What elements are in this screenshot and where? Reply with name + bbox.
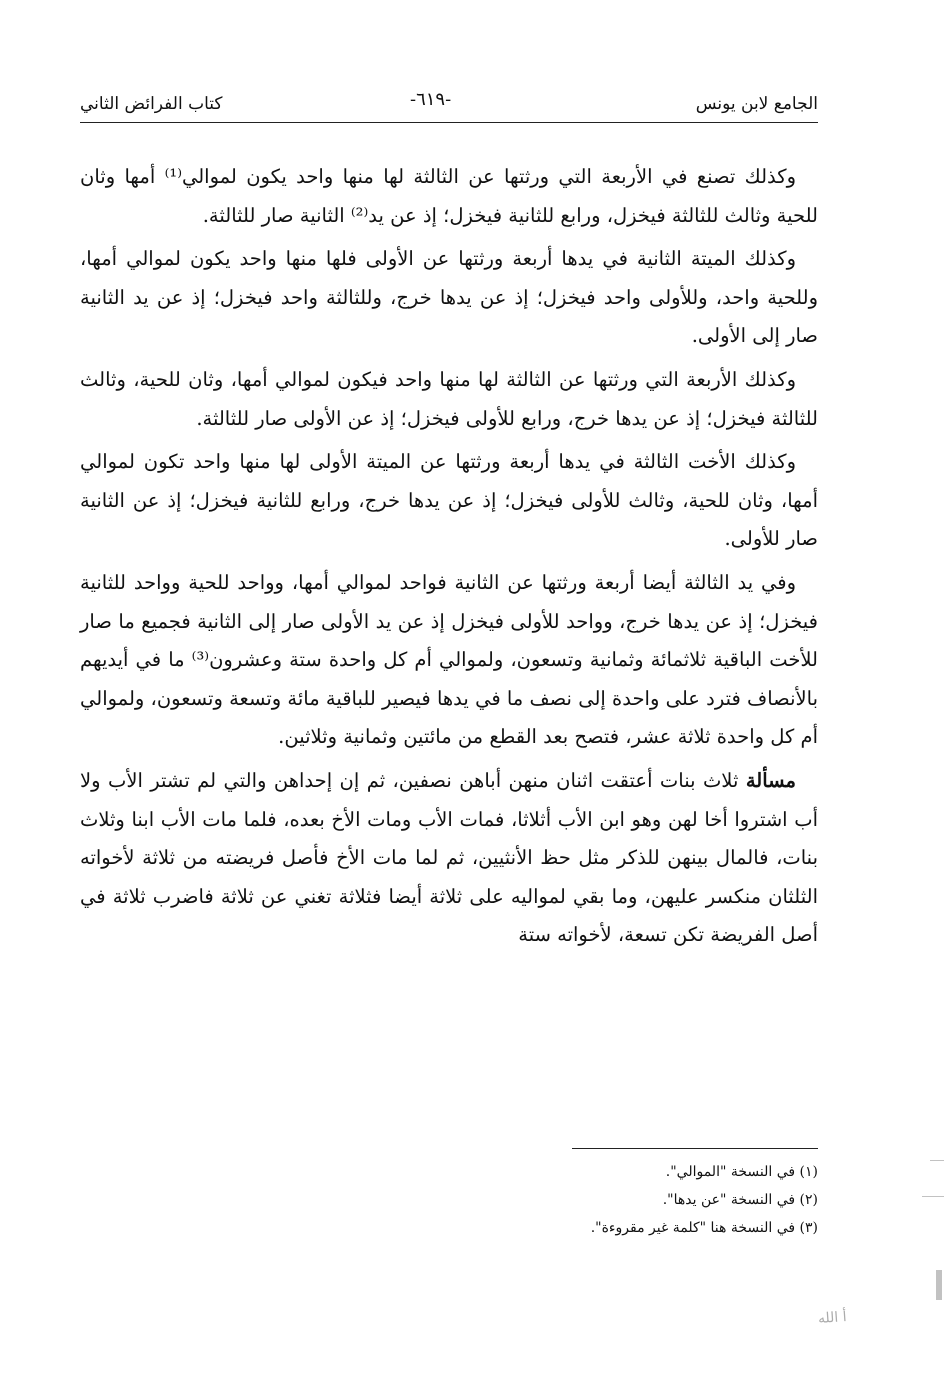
footnote-rule [572, 1148, 818, 1149]
scan-mark [922, 1196, 944, 1197]
main-text [80, 158, 818, 960]
footnotes [360, 1158, 818, 1242]
header-rule [80, 122, 818, 123]
footnote-2: (٢) في النسخة "عن يدها". [662, 1192, 818, 1208]
paragraph: وكذلك تصنع في الأربعة التي ورثتها عن الثالثة لها منها واحد يكون لموالي⁽¹⁾ أمها وثان للحية وثالث للثالثة فيخزل، ورابع للثانية فيخزل؛ إذ عن يد⁽²⁾ الثانية صار للثالثة. [80, 165, 818, 227]
scan-mark [930, 1160, 944, 1161]
masala-text: ثلاث بنات أعتقت اثنان منهن أباهن نصفين، ثم إن إحداهن والتي لم تشتر الأب ولا أب اشتروا أخا لهن وهو ابن الأب أثلاثا، فمات الأب ومات الأخ بعده، فلما مات الأب ابنا وثلاث بنات، فالمال بينهن للذكر مثل حظ الأنثيين، ثم لما مات الأخ فأصل فريضته من ثلاثة لأخواته الثلثان منكسر عليهن، وما بقي لمواليه على ثلاثة أيضا فثلاثة تغني عن ثلاثة فاضرب ثلاثة في أصل الفريضة تكن تسعة، لأخواته ستة [80, 768, 818, 947]
scan-mark [936, 1270, 942, 1300]
paragraph: وكذلك الأربعة التي ورثتها عن الثالثة لها منها واحد فيكون لموالي أمها، وثان للحية، وثالث للثالثة فيخزل؛ إذ عن يدها خرج، ورابع للأولى فيخزل؛ إذ عن الأولى صار للثالثة. [80, 367, 818, 430]
page-number: -٦١٩- [410, 89, 452, 110]
margin-scribble: أ الله [817, 1309, 848, 1327]
paragraph: وكذلك الأخت الثالثة في يدها أربعة ورثتها عن الميتة الأولى لها منها واحد تكون لموالي أمها، وثان للحية، وثالث للأولى فيخزل؛ إذ عن يدها خرج، ورابع للثانية فيخزل؛ إذ عن الثانية صار للأولى. [80, 450, 818, 551]
header-chapter-title: كتاب الفرائض الثاني [80, 94, 223, 114]
paragraph-masala [80, 762, 818, 955]
footnote-3: (٣) في النسخة هنا "كلمة غير مقروءة". [590, 1220, 818, 1236]
page-header [80, 88, 818, 124]
paragraph: وكذلك الميتة الثانية في يدها أربعة ورثتها عن الأولى فلها منها واحد يكون لموالي أمها، وللحية واحد، وللأولى واحد فيخزل؛ إذ عن يدها خرج، وللثالثة واحد فيخزل؛ إذ عن يد الثانية صار إلى الأولى. [80, 247, 818, 348]
header-book-title: الجامع لابن يونس [695, 94, 818, 114]
footnote-1: (١) في النسخة "الموالي". [665, 1164, 818, 1180]
paragraph: وفي يد الثالثة أيضا أربعة ورثتها عن الثانية فواحد لموالي أمها، وواحد للحية وواحد للثانية فيخزل؛ إذ عن يدها خرج، وواحد للأولى فيخزل إذ عن يد الأولى صار إلى الثانية فجميع ما صار للأخت الباقية ثلاثمائة وثمانية وتسعون، ولموالي أم كل واحدة ستة وعشرون⁽³⁾ ما في أيديهم بالأنصاف فترد على واحدة إلى نصف ما في يدها فيصير للباقية مائة وتسعة وتسعون، ولموالي أم كل واحدة ثلاثة عشر، فتصح بعد القطع من مائتين وثمانية وثلاثين. [80, 570, 818, 749]
masala-heading: مسألة [745, 768, 796, 792]
